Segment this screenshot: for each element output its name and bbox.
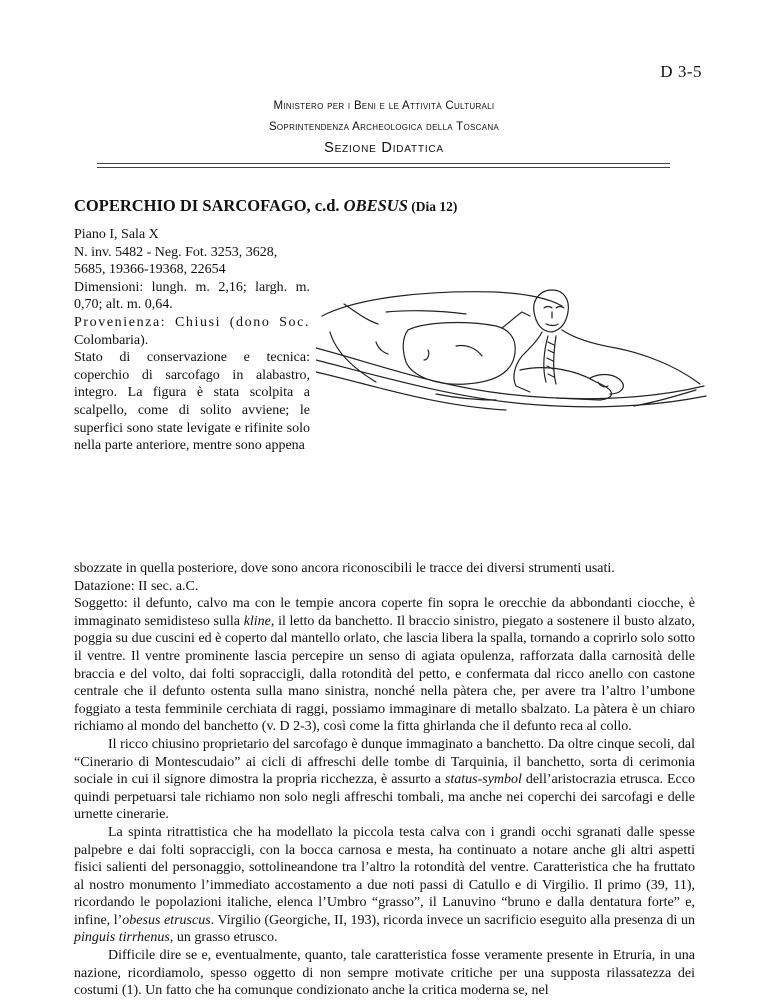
header-rule-top xyxy=(97,163,670,164)
garland xyxy=(544,336,548,382)
paragraph-banquet: Il ricco chiusino proprietario del sarcofago è dunque immaginato a banchetto. Da oltre cinque secoli, dal “Cinerario di Montescudaio” ai cicli di affreschi delle tombe di Tarquinia, il banchetto, sorta di cerimonia sociale in cui il signore dimostra la propria ricchezza, è assurto a status-symbol dell’aristocrazia etrusca. Ecco quindi perpetuarsi tale richiamo non solo negli affreschi tombali, ma anche nei coperchi dei sarcofagi e delle urnette cinerarie. xyxy=(74,736,695,823)
header-rule-bottom xyxy=(97,167,670,168)
info-column xyxy=(74,226,310,455)
page-title xyxy=(74,196,457,216)
main-text xyxy=(74,561,695,1000)
info-dimensions-1: Dimensioni: lungh. m. 2,16; largh. m. xyxy=(74,279,310,295)
info-provenance-1: Provenienza: Chiusi (dono Soc. xyxy=(74,314,310,330)
arm xyxy=(520,368,612,400)
belly xyxy=(403,323,515,385)
info-conservation-cont: sbozzate in quella posteriore, dove sono ancora riconoscibili le tracce dei diversi strumenti usati. xyxy=(74,561,615,576)
paragraph-subject: Soggetto: il defunto, calvo ma con le tempie ancora coperte fin sopra le orecchie da abbondanti ciocche, è immaginato semidisteso sulla kline, il letto da banchetto. Il braccio sinistro, piegato a sostenere il busto alzato, poggia su due cuscini ed è coperto dal mantello orlato, che lascia libera la spalla, tornando a coprirlo solo sotto il ventre. Il ventre prominente lascia percepire un senso di agiata opulenza, rafforzata dalla carnosità delle braccia e del volto, dai folti sopraccigli, dalla rotondità del petto, e confermata dal ricco anello con castone centrale che il defunto ostenta sulla mano sinistra, nonché nella pàtera che, per avere tra l’altro l’umbone foggiato a testa femminile cerchiata di raggi, possiamo immaginare di metallo sbalzato. La pàtera è un chiaro richiamo al mondo del banchetto (v. D 2-3), così come la fitta ghirlanda che il defunto reca al collo. xyxy=(74,596,695,735)
header-section: Sezione Didattica xyxy=(324,140,444,156)
paragraph-portrait: La spinta ritrattistica che ha modellato la piccola testa calva con i grandi occhi sgranati dalle spesse palpebre e dai folti sopraccigli, con la bocca carnosa e mesta, ha continuato a notare anche gli altri aspetti fisici salienti del personaggio, sottolineandone tra l’altro la rotondità del ventre. Caratteristica che ha fruttato al nostro monumento l’immediato accostamento a due noti passi di Catullo e di Virgilio. Il primo (39, 11), ricordando le popolazioni italiche, elenca l’Umbro “grasso”, il Lanuvino “bruno e dalla dentatura forte” e, infine, l’obesus etruscus. Virgilio (Georgiche, II, 193), ricorda invece un sacrificio eseguito alla presenza di un pinguis tirrhenus, un grasso etrusco. xyxy=(74,824,695,946)
sarcophagus-lid-illustration xyxy=(316,286,708,414)
title-name: OBESUS xyxy=(343,196,408,215)
header-ministry: Ministero per i Beni e le Attività Culturali xyxy=(273,100,495,112)
paragraph-criticism: Difficile dire se e, eventualmente, quanto, tale caratteristica fosse veramente presente in Etruria, in una nazione, ricordiamolo, spesso oggetto di non sempre motivate critiche per una supposta rilassatezza dei costumi (1). Un fatto che ha comunque condizionato anche la critica moderna se, nel xyxy=(74,948,695,999)
info-inventory-2: 5685, 19366-19368, 22654 xyxy=(74,262,226,278)
info-dimensions-2: 0,70; alt. m. 0,64. xyxy=(74,297,173,313)
title-main: COPERCHIO DI SARCOFAGO, c.d. xyxy=(74,196,344,215)
lid-top-outline xyxy=(322,292,562,316)
info-inventory-1: N. inv. 5482 - Neg. Fot. 3253, 3628, xyxy=(74,244,278,260)
page-code: D 3-5 xyxy=(660,62,702,81)
title-dia: (Dia 12) xyxy=(407,199,458,214)
info-provenance-2: Colombaria). xyxy=(74,332,149,348)
info-conservation: Stato di conservazione e tecnica: coperchio di sarcofago in alabastro, integro. La figura è stata scolpita a scalpello, come di solito avviene; le superfici sono state levigate e rifinite solo nella parte anteriore, mentre sono appena xyxy=(74,350,310,454)
info-dating: Datazione: II sec. a.C. xyxy=(74,578,199,594)
info-location: Piano I, Sala X xyxy=(74,227,159,242)
header-soprintendenza: Soprintendenza Archeologica della Toscana xyxy=(268,121,500,133)
